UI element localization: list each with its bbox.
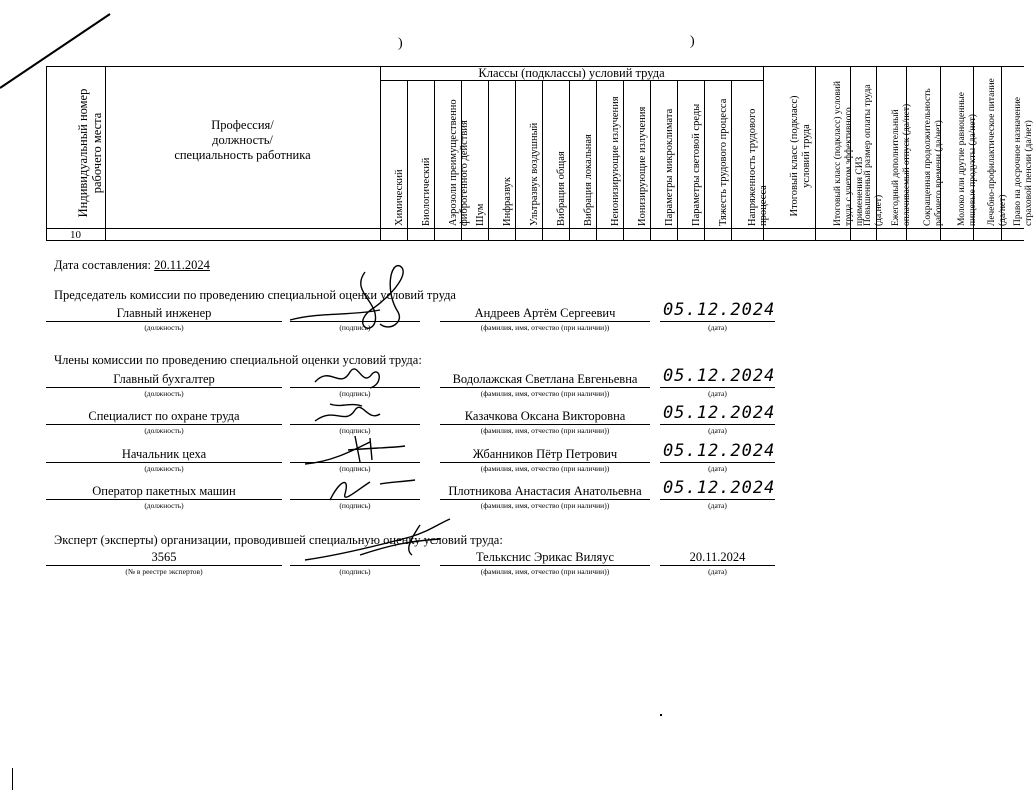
col-severity: Тяжесть трудового процесса [717,98,729,226]
caption-position: (должность) [144,323,184,332]
col-aerosols: Аэрозоли преимущественно фиброгенного действия [447,99,470,226]
signature-chair [280,262,440,342]
header-id: Индивидуальный номер рабочего места [75,88,104,218]
chair-date: 05.12.2024 [663,300,776,320]
caption-position: (должность) [144,501,184,510]
chair-heading: Председатель комиссии по проведению специальной оценки условий труда [54,288,456,302]
col-ultrasound: Ультразвук воздушный [528,122,540,226]
member-date: 05.12.2024 [663,403,776,423]
caption-date: (дата) [708,567,727,576]
col-light: Параметры световой среды [690,103,702,226]
caption-date: (дата) [708,389,727,398]
caption-name: (фамилия, имя, отчество (при наличии)) [480,389,610,398]
col-nutrition: Лечебно-профилактическое питание (да/нет) [987,78,1008,226]
member-name: Плотникова Анастасия Анатольевна [448,484,642,498]
col-intensity: Напряженность трудового процесса [747,108,769,226]
col-chemical: Химический [393,169,405,226]
caption-name: (фамилия, имя, отчество (при наличии)) [480,464,610,473]
col-final-class-siz: Итоговый класс (подкласс) условий труда с учетом эффективного применения СИЗ [832,81,865,226]
scan-mark: ) [398,36,403,51]
col-vacation: Ежегодный дополнительный оплачиваемый отпуск (да/нет) [891,103,912,226]
caption-name: (фамилия, имя, отчество (при наличии)) [480,567,610,576]
members-heading: Члены комиссии по проведению специальной оценки условий труда: [54,353,422,367]
date-value: 20.11.2024 [154,258,210,272]
signature-member-3 [300,432,410,472]
expert-heading: Эксперт (эксперты) организации, проводившей специальную оценку условий труда: [54,533,503,547]
expert-registry: 3565 [151,550,177,564]
member-name: Водолажская Светлана Евгеньевна [452,372,638,386]
caption-position: (должность) [144,464,184,473]
col-noise: Шум [474,203,486,226]
date-label: Дата составления: 20.11.2024 [54,258,210,272]
header-profession: Профессия/ должность/ специальность работника [174,118,311,162]
caption-name: (фамилия, имя, отчество (при наличии)) [480,323,610,332]
col-biological: Биологический [420,157,432,226]
header-classes: Классы (подклассы) условий труда [478,66,665,80]
member-date: 05.12.2024 [663,366,776,386]
expert-date: 20.11.2024 [689,550,746,564]
scan-artifact [12,768,13,790]
member-position: Специалист по охране труда [88,409,240,423]
col-infrasound: Инфразвук [501,176,513,226]
caption-date: (дата) [708,323,727,332]
member-name: Жбанников Пётр Петрович [472,447,618,461]
chair-name: Андреев Артём Сергеевич [474,306,616,320]
member-name: Казачкова Оксана Викторовна [464,409,626,423]
caption-name: (фамилия, имя, отчество (при наличии)) [480,501,610,510]
caption-registry: (№ в реестре экспертов) [125,567,203,576]
caption-signature: (подпись) [339,426,371,435]
caption-position: (должность) [144,389,184,398]
caption-date: (дата) [708,426,727,435]
signature-member-1 [310,360,390,396]
caption-date: (дата) [708,501,727,510]
member-position: Начальник цеха [121,447,207,461]
col-microclimate: Параметры микроклимата [663,108,675,226]
caption-signature: (подпись) [339,389,371,398]
signature-member-4 [320,470,420,506]
expert-name: Телькснис Эрикас Виляус [475,550,615,564]
caption-signature: (подпись) [339,323,371,332]
scan-mark: ) [690,34,695,49]
col-vibration-local: Вибрация локальная [582,134,594,226]
col-pay: Повышенный размер оплаты труда (да,нет) [863,84,884,226]
signature-member-2 [310,396,390,432]
caption-signature: (подпись) [339,567,371,576]
scan-artifact [660,714,662,716]
member-date: 05.12.2024 [663,478,776,498]
col-short-time: Сокращенная продолжительность рабочего времени (да/нет) [923,88,944,226]
col-nonionizing: Неионизирующие излучения [609,96,621,226]
col-ionizing: Ионизирующие излучения [636,106,648,226]
col-final-class: Итоговый класс (подкласс) условий труда [789,95,812,217]
member-position: Главный бухгалтер [113,372,215,386]
member-position: Оператор пакетных машин [92,484,236,498]
caption-position: (должность) [144,426,184,435]
caption-date: (дата) [708,464,727,473]
member-date: 05.12.2024 [663,441,776,461]
caption-signature: (подпись) [339,501,371,510]
col-pension: Право на досрочное назначение страховой пенсии (да/нет) [1012,96,1034,226]
col-vibration-general: Вибрация общая [555,151,567,226]
caption-signature: (подпись) [339,464,371,473]
caption-name: (фамилия, имя, отчество (при наличии)) [480,426,610,435]
col-milk: Молоко или другие равноценные пищевые продукты (да/нет) [956,91,978,226]
signature-expert [300,515,460,570]
chair-position: Главный инженер [116,306,212,320]
row-number: 10 [70,229,81,241]
